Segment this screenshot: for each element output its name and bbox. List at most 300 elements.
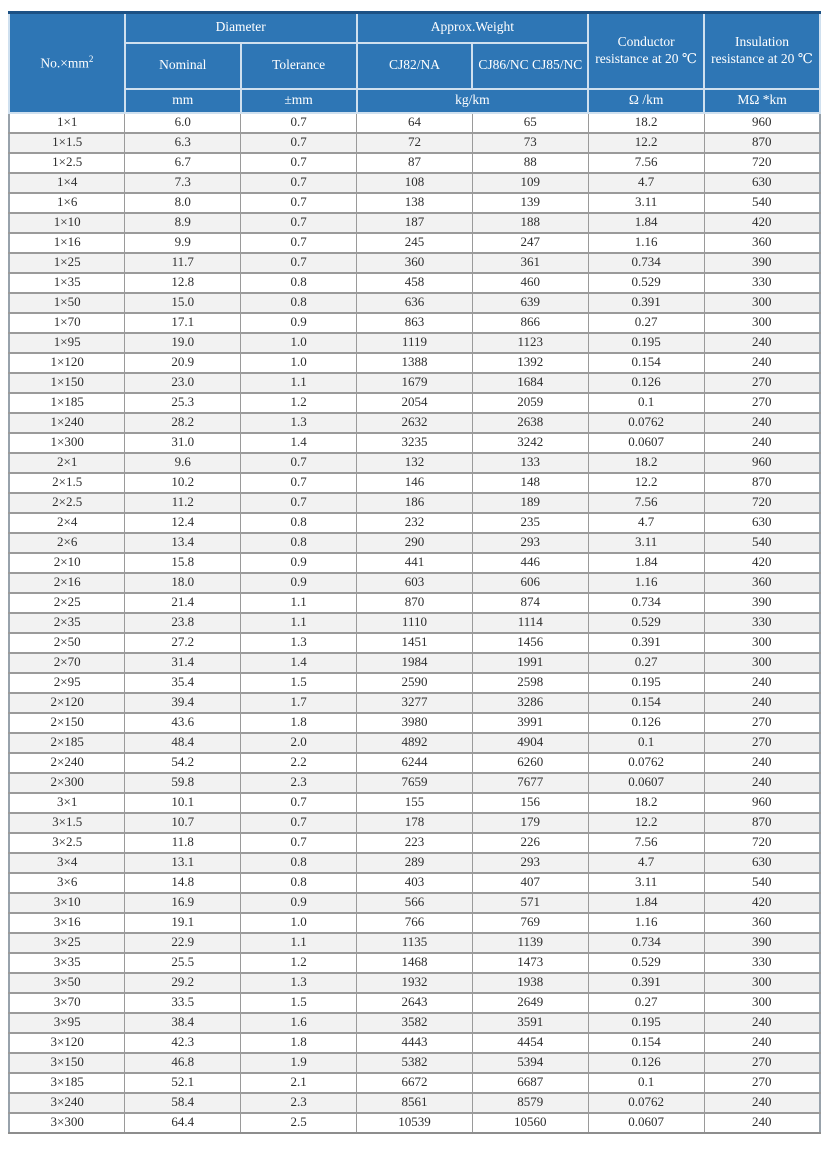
- cell-weight-cj86-cj85: 460: [472, 273, 588, 293]
- cell-conductor-resistance: 7.56: [588, 493, 704, 513]
- cable-spec-table: [8, 11, 821, 1134]
- table-row: [9, 393, 820, 413]
- col-group-approx-weight: Approx.Weight: [357, 13, 589, 43]
- cell-weight-cj82-na: 87: [357, 153, 473, 173]
- cell-size: 1×6: [9, 193, 125, 213]
- cell-weight-cj86-cj85: 156: [472, 793, 588, 813]
- cell-nominal-diameter: 58.4: [125, 1093, 241, 1113]
- table-row: [9, 653, 820, 673]
- table-row: [9, 573, 820, 593]
- cell-weight-cj82-na: 289: [357, 853, 473, 873]
- cell-size: 2×95: [9, 673, 125, 693]
- cell-insulation-resistance: 870: [704, 133, 820, 153]
- cell-nominal-diameter: 10.7: [125, 813, 241, 833]
- cell-tolerance: 1.1: [241, 613, 357, 633]
- table-row: [9, 913, 820, 933]
- cell-size: 2×300: [9, 773, 125, 793]
- cell-weight-cj82-na: 3980: [357, 713, 473, 733]
- cell-weight-cj82-na: 360: [357, 253, 473, 273]
- cell-nominal-diameter: 16.9: [125, 893, 241, 913]
- cell-insulation-resistance: 270: [704, 373, 820, 393]
- cell-weight-cj82-na: 138: [357, 193, 473, 213]
- cell-tolerance: 1.9: [241, 1053, 357, 1073]
- cell-insulation-resistance: 540: [704, 873, 820, 893]
- cell-conductor-resistance: 0.734: [588, 933, 704, 953]
- cell-tolerance: 2.3: [241, 773, 357, 793]
- cell-conductor-resistance: 18.2: [588, 113, 704, 133]
- header-row-groups: [9, 13, 820, 43]
- cell-nominal-diameter: 15.0: [125, 293, 241, 313]
- cell-size: 3×25: [9, 933, 125, 953]
- cell-insulation-resistance: 240: [704, 1113, 820, 1133]
- cell-nominal-diameter: 11.2: [125, 493, 241, 513]
- cell-conductor-resistance: 1.16: [588, 573, 704, 593]
- cell-weight-cj82-na: 1119: [357, 333, 473, 353]
- cell-nominal-diameter: 12.8: [125, 273, 241, 293]
- cell-conductor-resistance: 0.391: [588, 293, 704, 313]
- cell-size: 3×10: [9, 893, 125, 913]
- cell-tolerance: 1.3: [241, 413, 357, 433]
- table-row: [9, 513, 820, 533]
- cell-weight-cj86-cj85: 446: [472, 553, 588, 573]
- cell-size: 3×185: [9, 1073, 125, 1093]
- table-row: [9, 673, 820, 693]
- cell-weight-cj86-cj85: 769: [472, 913, 588, 933]
- cell-insulation-resistance: 420: [704, 893, 820, 913]
- cell-size: 2×1: [9, 453, 125, 473]
- table-row: [9, 173, 820, 193]
- cell-nominal-diameter: 10.2: [125, 473, 241, 493]
- cell-nominal-diameter: 15.8: [125, 553, 241, 573]
- cell-nominal-diameter: 8.0: [125, 193, 241, 213]
- cell-size: 1×300: [9, 433, 125, 453]
- cell-nominal-diameter: 29.2: [125, 973, 241, 993]
- cell-weight-cj86-cj85: 189: [472, 493, 588, 513]
- cell-weight-cj86-cj85: 73: [472, 133, 588, 153]
- cell-conductor-resistance: 0.0762: [588, 413, 704, 433]
- cell-tolerance: 1.2: [241, 393, 357, 413]
- cell-size: 2×16: [9, 573, 125, 593]
- cell-conductor-resistance: 0.1: [588, 393, 704, 413]
- cell-weight-cj86-cj85: 639: [472, 293, 588, 313]
- cell-nominal-diameter: 39.4: [125, 693, 241, 713]
- cell-size: 1×120: [9, 353, 125, 373]
- cell-conductor-resistance: 12.2: [588, 473, 704, 493]
- cell-weight-cj82-na: 223: [357, 833, 473, 853]
- cell-weight-cj82-na: 64: [357, 113, 473, 133]
- cell-nominal-diameter: 9.9: [125, 233, 241, 253]
- col-header-tolerance: Tolerance: [241, 43, 357, 89]
- cell-weight-cj86-cj85: 606: [472, 573, 588, 593]
- cell-weight-cj82-na: 566: [357, 893, 473, 913]
- cell-tolerance: 0.8: [241, 273, 357, 293]
- table-body: [9, 113, 820, 1133]
- cell-weight-cj86-cj85: 1114: [472, 613, 588, 633]
- cell-weight-cj82-na: 1679: [357, 373, 473, 393]
- cell-size: 3×95: [9, 1013, 125, 1033]
- cell-conductor-resistance: 1.84: [588, 213, 704, 233]
- cell-tolerance: 0.8: [241, 853, 357, 873]
- cell-weight-cj82-na: 3235: [357, 433, 473, 453]
- table-row: [9, 1033, 820, 1053]
- cell-weight-cj86-cj85: 7677: [472, 773, 588, 793]
- cell-weight-cj82-na: 6672: [357, 1073, 473, 1093]
- cell-size: 2×10: [9, 553, 125, 573]
- cell-insulation-resistance: 720: [704, 153, 820, 173]
- cell-size: 1×2.5: [9, 153, 125, 173]
- cell-insulation-resistance: 300: [704, 993, 820, 1013]
- cell-weight-cj82-na: 1932: [357, 973, 473, 993]
- cell-weight-cj82-na: 132: [357, 453, 473, 473]
- cell-weight-cj86-cj85: 148: [472, 473, 588, 493]
- cell-tolerance: 0.7: [241, 453, 357, 473]
- cell-weight-cj82-na: 186: [357, 493, 473, 513]
- cell-weight-cj86-cj85: 5394: [472, 1053, 588, 1073]
- cell-weight-cj86-cj85: 571: [472, 893, 588, 913]
- cell-size: 3×4: [9, 853, 125, 873]
- cell-weight-cj82-na: 4443: [357, 1033, 473, 1053]
- cell-insulation-resistance: 300: [704, 633, 820, 653]
- cell-weight-cj82-na: 72: [357, 133, 473, 153]
- cell-weight-cj82-na: 603: [357, 573, 473, 593]
- cell-insulation-resistance: 300: [704, 653, 820, 673]
- cell-insulation-resistance: 270: [704, 1073, 820, 1093]
- cell-tolerance: 1.3: [241, 633, 357, 653]
- cell-weight-cj86-cj85: 179: [472, 813, 588, 833]
- cell-tolerance: 0.7: [241, 213, 357, 233]
- cell-weight-cj86-cj85: 2598: [472, 673, 588, 693]
- cell-weight-cj86-cj85: 2649: [472, 993, 588, 1013]
- cell-insulation-resistance: 240: [704, 433, 820, 453]
- cell-insulation-resistance: 300: [704, 313, 820, 333]
- cell-size: 1×1: [9, 113, 125, 133]
- cell-conductor-resistance: 0.195: [588, 333, 704, 353]
- cell-weight-cj86-cj85: 235: [472, 513, 588, 533]
- cell-weight-cj86-cj85: 3991: [472, 713, 588, 733]
- cell-size: 2×6: [9, 533, 125, 553]
- cell-weight-cj86-cj85: 3242: [472, 433, 588, 453]
- table-row: [9, 593, 820, 613]
- cell-conductor-resistance: 0.1: [588, 733, 704, 753]
- cell-size: 1×95: [9, 333, 125, 353]
- cell-insulation-resistance: 720: [704, 833, 820, 853]
- cell-nominal-diameter: 8.9: [125, 213, 241, 233]
- cell-tolerance: 0.9: [241, 573, 357, 593]
- cell-tolerance: 0.8: [241, 513, 357, 533]
- table-row: [9, 213, 820, 233]
- cell-tolerance: 1.1: [241, 933, 357, 953]
- cell-insulation-resistance: 540: [704, 533, 820, 553]
- cell-insulation-resistance: 630: [704, 853, 820, 873]
- table-row: [9, 553, 820, 573]
- cell-insulation-resistance: 240: [704, 773, 820, 793]
- cell-insulation-resistance: 540: [704, 193, 820, 213]
- cell-tolerance: 1.0: [241, 913, 357, 933]
- cell-weight-cj86-cj85: 1684: [472, 373, 588, 393]
- cell-insulation-resistance: 240: [704, 353, 820, 373]
- table-row: [9, 693, 820, 713]
- cell-weight-cj82-na: 187: [357, 213, 473, 233]
- table-row: [9, 953, 820, 973]
- cell-weight-cj82-na: 178: [357, 813, 473, 833]
- cell-nominal-diameter: 31.4: [125, 653, 241, 673]
- col-header-conductor-resistance: Conductor resistance at 20 ℃: [588, 13, 704, 89]
- cell-insulation-resistance: 390: [704, 933, 820, 953]
- cell-weight-cj86-cj85: 1991: [472, 653, 588, 673]
- cell-size: 2×150: [9, 713, 125, 733]
- cell-conductor-resistance: 0.734: [588, 253, 704, 273]
- cell-conductor-resistance: 3.11: [588, 533, 704, 553]
- cell-weight-cj86-cj85: 65: [472, 113, 588, 133]
- cell-tolerance: 0.7: [241, 153, 357, 173]
- cell-conductor-resistance: 0.391: [588, 633, 704, 653]
- cell-conductor-resistance: 18.2: [588, 453, 704, 473]
- cell-weight-cj82-na: 1388: [357, 353, 473, 373]
- cell-insulation-resistance: 330: [704, 273, 820, 293]
- col-header-size: [9, 13, 125, 113]
- table-row: [9, 113, 820, 133]
- cell-nominal-diameter: 19.0: [125, 333, 241, 353]
- table-row: [9, 793, 820, 813]
- cell-size: 3×16: [9, 913, 125, 933]
- cell-size: 3×300: [9, 1113, 125, 1133]
- cell-weight-cj86-cj85: 3286: [472, 693, 588, 713]
- cell-conductor-resistance: 0.27: [588, 993, 704, 1013]
- cell-nominal-diameter: 18.0: [125, 573, 241, 593]
- table-row: [9, 253, 820, 273]
- cell-nominal-diameter: 14.8: [125, 873, 241, 893]
- cell-weight-cj82-na: 6244: [357, 753, 473, 773]
- cell-insulation-resistance: 240: [704, 1013, 820, 1033]
- cell-tolerance: 2.2: [241, 753, 357, 773]
- cell-size: 1×35: [9, 273, 125, 293]
- cell-weight-cj82-na: 245: [357, 233, 473, 253]
- cell-conductor-resistance: 3.11: [588, 873, 704, 893]
- cell-weight-cj86-cj85: 361: [472, 253, 588, 273]
- cell-size: 2×35: [9, 613, 125, 633]
- cell-nominal-diameter: 48.4: [125, 733, 241, 753]
- cell-weight-cj82-na: 290: [357, 533, 473, 553]
- cell-nominal-diameter: 31.0: [125, 433, 241, 453]
- cell-conductor-resistance: 7.56: [588, 833, 704, 853]
- cell-weight-cj82-na: 108: [357, 173, 473, 193]
- cell-tolerance: 1.4: [241, 433, 357, 453]
- cell-insulation-resistance: 360: [704, 233, 820, 253]
- cell-size: 3×240: [9, 1093, 125, 1113]
- cell-weight-cj82-na: 2643: [357, 993, 473, 1013]
- cell-conductor-resistance: 1.16: [588, 913, 704, 933]
- table-row: [9, 893, 820, 913]
- cell-tolerance: 1.1: [241, 593, 357, 613]
- cell-size: 1×150: [9, 373, 125, 393]
- cell-weight-cj86-cj85: 293: [472, 853, 588, 873]
- cell-insulation-resistance: 270: [704, 733, 820, 753]
- cell-weight-cj82-na: 5382: [357, 1053, 473, 1073]
- cell-nominal-diameter: 11.7: [125, 253, 241, 273]
- table-row: [9, 233, 820, 253]
- cell-weight-cj86-cj85: 247: [472, 233, 588, 253]
- cell-insulation-resistance: 960: [704, 113, 820, 133]
- table-row: [9, 273, 820, 293]
- cell-conductor-resistance: 0.529: [588, 953, 704, 973]
- table-row: [9, 833, 820, 853]
- cell-nominal-diameter: 52.1: [125, 1073, 241, 1093]
- cell-weight-cj86-cj85: 1139: [472, 933, 588, 953]
- cell-insulation-resistance: 240: [704, 1033, 820, 1053]
- table-row: [9, 433, 820, 453]
- cell-conductor-resistance: 0.0607: [588, 1113, 704, 1133]
- cell-conductor-resistance: 0.27: [588, 313, 704, 333]
- cell-nominal-diameter: 59.8: [125, 773, 241, 793]
- table-row: [9, 613, 820, 633]
- cell-insulation-resistance: 270: [704, 1053, 820, 1073]
- table-row: [9, 773, 820, 793]
- cell-insulation-resistance: 630: [704, 513, 820, 533]
- cell-weight-cj86-cj85: 407: [472, 873, 588, 893]
- cell-size: 2×50: [9, 633, 125, 653]
- cell-weight-cj82-na: 766: [357, 913, 473, 933]
- cell-insulation-resistance: 240: [704, 333, 820, 353]
- table-row: [9, 133, 820, 153]
- cell-nominal-diameter: 28.2: [125, 413, 241, 433]
- cell-tolerance: 0.7: [241, 193, 357, 213]
- unit-plus-minus-mm: ±mm: [241, 89, 357, 113]
- cell-conductor-resistance: 0.0762: [588, 1093, 704, 1113]
- cell-size: 1×25: [9, 253, 125, 273]
- cell-weight-cj86-cj85: 133: [472, 453, 588, 473]
- cell-weight-cj86-cj85: 866: [472, 313, 588, 333]
- cell-weight-cj86-cj85: 139: [472, 193, 588, 213]
- cell-conductor-resistance: 4.7: [588, 173, 704, 193]
- cell-tolerance: 1.0: [241, 353, 357, 373]
- cell-weight-cj82-na: 1110: [357, 613, 473, 633]
- cell-size: 1×1.5: [9, 133, 125, 153]
- cell-nominal-diameter: 54.2: [125, 753, 241, 773]
- table-row: [9, 1073, 820, 1093]
- cell-insulation-resistance: 960: [704, 453, 820, 473]
- cell-size: 3×1: [9, 793, 125, 813]
- table-row: [9, 313, 820, 333]
- cell-size: 2×70: [9, 653, 125, 673]
- cell-nominal-diameter: 64.4: [125, 1113, 241, 1133]
- cell-weight-cj86-cj85: 1473: [472, 953, 588, 973]
- table-row: [9, 853, 820, 873]
- cell-insulation-resistance: 420: [704, 553, 820, 573]
- cell-conductor-resistance: 3.11: [588, 193, 704, 213]
- table-row: [9, 373, 820, 393]
- cell-tolerance: 0.9: [241, 313, 357, 333]
- cell-conductor-resistance: 0.154: [588, 693, 704, 713]
- cell-size: 3×70: [9, 993, 125, 1013]
- cell-insulation-resistance: 300: [704, 973, 820, 993]
- cell-conductor-resistance: 1.84: [588, 893, 704, 913]
- cell-size: 3×50: [9, 973, 125, 993]
- table-row: [9, 153, 820, 173]
- table-row: [9, 333, 820, 353]
- cell-size: 1×4: [9, 173, 125, 193]
- cell-insulation-resistance: 870: [704, 813, 820, 833]
- cell-weight-cj86-cj85: 1392: [472, 353, 588, 373]
- cell-nominal-diameter: 13.4: [125, 533, 241, 553]
- cell-size: 3×1.5: [9, 813, 125, 833]
- cell-size: 2×25: [9, 593, 125, 613]
- cell-size: 1×185: [9, 393, 125, 413]
- cell-conductor-resistance: 0.529: [588, 613, 704, 633]
- cell-size: 1×50: [9, 293, 125, 313]
- cell-weight-cj82-na: 1135: [357, 933, 473, 953]
- cell-nominal-diameter: 20.9: [125, 353, 241, 373]
- cell-size: 2×120: [9, 693, 125, 713]
- cell-tolerance: 1.0: [241, 333, 357, 353]
- spec-table-container: [8, 11, 821, 1134]
- table-row: [9, 973, 820, 993]
- col-header-cj82-na: CJ82/NA: [357, 43, 473, 89]
- table-row: [9, 453, 820, 473]
- cell-insulation-resistance: 360: [704, 573, 820, 593]
- cell-nominal-diameter: 7.3: [125, 173, 241, 193]
- cell-insulation-resistance: 240: [704, 413, 820, 433]
- cell-tolerance: 2.5: [241, 1113, 357, 1133]
- cell-weight-cj86-cj85: 8579: [472, 1093, 588, 1113]
- table-row: [9, 1013, 820, 1033]
- cell-conductor-resistance: 1.16: [588, 233, 704, 253]
- cell-conductor-resistance: 0.1: [588, 1073, 704, 1093]
- cell-tolerance: 0.7: [241, 493, 357, 513]
- cell-conductor-resistance: 18.2: [588, 793, 704, 813]
- cell-tolerance: 0.7: [241, 113, 357, 133]
- cell-size: 2×2.5: [9, 493, 125, 513]
- cell-conductor-resistance: 12.2: [588, 133, 704, 153]
- cell-weight-cj82-na: 441: [357, 553, 473, 573]
- cell-size: 2×4: [9, 513, 125, 533]
- cell-nominal-diameter: 6.0: [125, 113, 241, 133]
- cell-tolerance: 1.1: [241, 373, 357, 393]
- cell-insulation-resistance: 330: [704, 953, 820, 973]
- cell-weight-cj82-na: 3277: [357, 693, 473, 713]
- cell-weight-cj86-cj85: 2638: [472, 413, 588, 433]
- table-row: [9, 633, 820, 653]
- cell-weight-cj86-cj85: 6260: [472, 753, 588, 773]
- cell-nominal-diameter: 9.6: [125, 453, 241, 473]
- cell-weight-cj82-na: 3582: [357, 1013, 473, 1033]
- cell-insulation-resistance: 420: [704, 213, 820, 233]
- cell-nominal-diameter: 35.4: [125, 673, 241, 693]
- cell-weight-cj86-cj85: 1938: [472, 973, 588, 993]
- cell-size: 1×16: [9, 233, 125, 253]
- cell-nominal-diameter: 23.8: [125, 613, 241, 633]
- cell-weight-cj86-cj85: 293: [472, 533, 588, 553]
- cell-tolerance: 0.8: [241, 533, 357, 553]
- cell-tolerance: 0.7: [241, 833, 357, 853]
- cell-nominal-diameter: 25.5: [125, 953, 241, 973]
- cell-size: 3×120: [9, 1033, 125, 1053]
- unit-mm: mm: [125, 89, 241, 113]
- cell-tolerance: 0.9: [241, 893, 357, 913]
- cell-tolerance: 0.9: [241, 553, 357, 573]
- cell-tolerance: 0.7: [241, 793, 357, 813]
- cell-insulation-resistance: 270: [704, 393, 820, 413]
- cell-conductor-resistance: 0.126: [588, 373, 704, 393]
- table-row: [9, 753, 820, 773]
- table-row: [9, 1093, 820, 1113]
- cell-insulation-resistance: 390: [704, 593, 820, 613]
- cell-tolerance: 0.8: [241, 873, 357, 893]
- cell-weight-cj86-cj85: 3591: [472, 1013, 588, 1033]
- cell-tolerance: 0.8: [241, 293, 357, 313]
- cell-conductor-resistance: 0.154: [588, 353, 704, 373]
- cell-size: 2×240: [9, 753, 125, 773]
- cell-insulation-resistance: 330: [704, 613, 820, 633]
